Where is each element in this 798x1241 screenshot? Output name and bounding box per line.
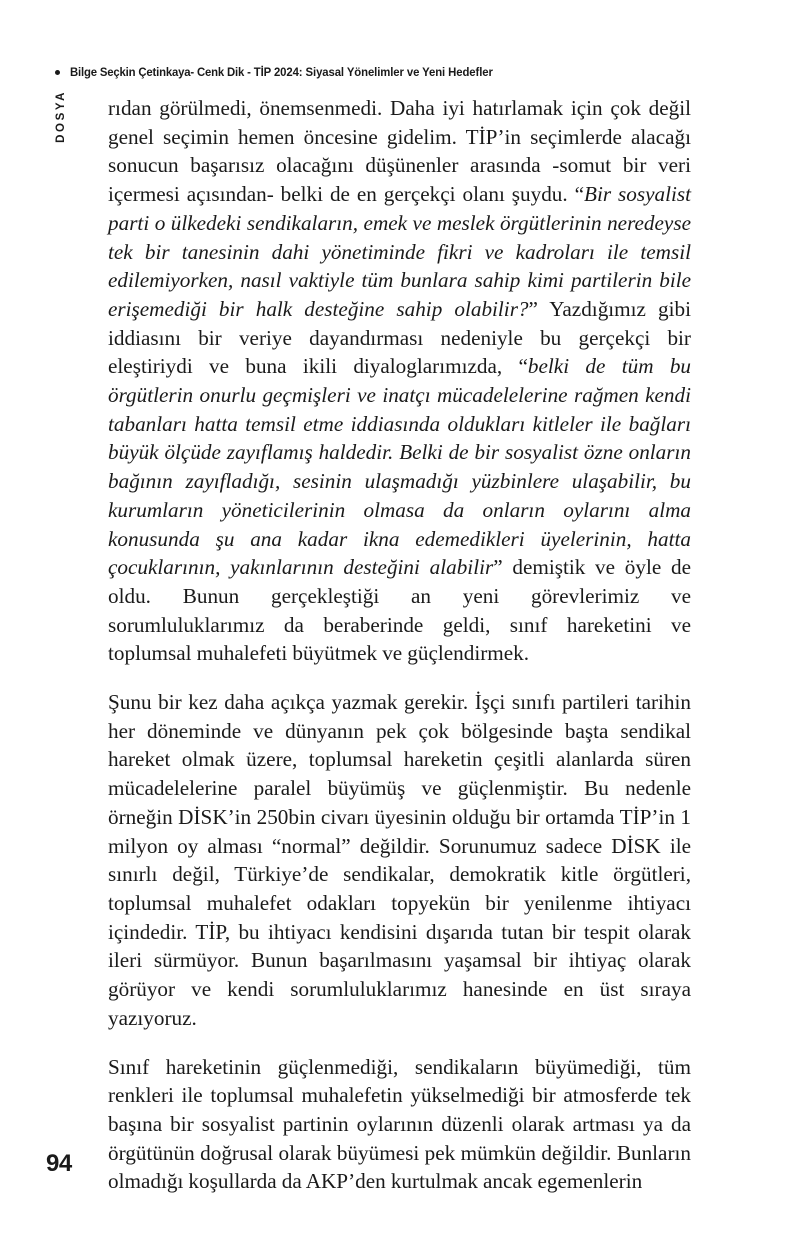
header-article-title: TİP 2024: Siyasal Yönelimler ve Yeni Hedefler xyxy=(253,64,493,79)
text-run: ” demiştik ve öyle de oldu. Bunun gerçekleştiği an yeni görevlerimiz ve sorumluluklarımız da beraberinde geldi, sınıf hareketini ve toplumsal muhalefeti büyütmek ve güçlendirmek. xyxy=(108,555,691,666)
header-separator: - xyxy=(244,64,254,79)
section-marker-label: DOSYA xyxy=(55,90,68,143)
text-run: rıdan görülmedi, önemsenmedi. Daha iyi hatırlamak için çok değil genel seçimin hemen öncesine gidelim. TİP’in seçimlerde alacağı sonucun başarısız olacağını düşünenler arasında -somut bir veri içermesi açısından- belki de en gerçekçi olanı şuydu. “ xyxy=(108,96,691,207)
bullet-icon xyxy=(55,70,60,75)
page-number: 94 xyxy=(46,1150,72,1177)
paragraph-2 xyxy=(108,688,691,1032)
paragraph-1 xyxy=(108,94,691,668)
text-run: Şunu bir kez daha açıkça yazmak gerekir. İşçi sınıfı partileri tarihin her döneminde ve dünyanın pek çok bölgesinde başta sendikal hareket olmak üzere, toplumsal hareketin çeşitli alanlarda süren mücadelelerine paralel büyümüş ve güçlenmiştir. Bu nedenle örneğin DİSK’in 250bin civarı üyesinin olduğu bir ortamda TİP’in 1 milyon oy alması “normal” değildir. Sorunumuz sadece DİSK ile sınırlı değil, Türkiye’de sendikalar, demokratik kitle örgütleri, toplumsal muhalefet odakları topyekün bir yenilenme ihtiyacı içindedir. TİP, bu ihtiyacı kendisini dışarıda tutan bir tespit olarak ileri sürmüyor. Bunun başarılmasını yaşamsal bir ihtiyaç olarak görüyor ve kendi sorumluluklarımız hanesinde en üst sıraya yazıyoruz. xyxy=(108,690,691,1030)
running-header-text xyxy=(70,66,493,78)
text-run: Sınıf hareketinin güçlenmediği, sendikaların büyümediği, tüm renkleri ile toplumsal muhalefetin yükselmediği bir atmosferde tek başına bir sosyalist partinin oylarının düzenli olarak artması ya da örgütünün doğrusal olarak büyümesi pek mümkün değildir. Bunların olmadığı koşullarda da AKP’den kurtulmak ancak egemenlerin xyxy=(108,1054,691,1194)
quoted-italic-run: Bir sosyalist parti o ülkedeki sendikaların, emek ve meslek örgütlerinin neredeyse tek bir tanesinin dahi yönetiminde fikri ve kadroları ile temsil edilemiyorken, nasıl vaktiyle tüm bunlara sahip kimi partilerin bile erişemediği bir halk desteğine sahip olabilir? xyxy=(108,182,691,321)
text-run: ” Yazdığımız gibi iddiasını bir veriye dayandırması nedeniyle bu gerçekçi bir eleştiriydi ve buna ikili diyaloglarımızda, “ xyxy=(108,296,691,379)
running-header xyxy=(55,62,738,82)
section-marker xyxy=(45,90,79,200)
paragraph-3 xyxy=(108,1053,691,1197)
body-text-column xyxy=(108,94,691,1196)
header-authors: Bilge Seçkin Çetinkaya- Cenk Dik xyxy=(70,64,245,79)
quoted-italic-run: belki de tüm bu örgütlerin onurlu geçmişleri ve inatçı mücadelelerine rağmen kendi tabanları hatta temsil etme iddiasında oldukları kitleler ile bağları büyük ölçüde zayıflamış haldedir. Belki de bir sosyalist özne onların bağının zayıfladığı, sesinin ulaşmadığı yüzbinlere ulaşabilir, bu kurumların yöneticilerinin olmasa da onların oylarını alma konusunda şu ana kadar ikna edemedikleri üyelerinin, hatta çocuklarının, yakınlarının desteğini alabilir xyxy=(108,354,692,580)
